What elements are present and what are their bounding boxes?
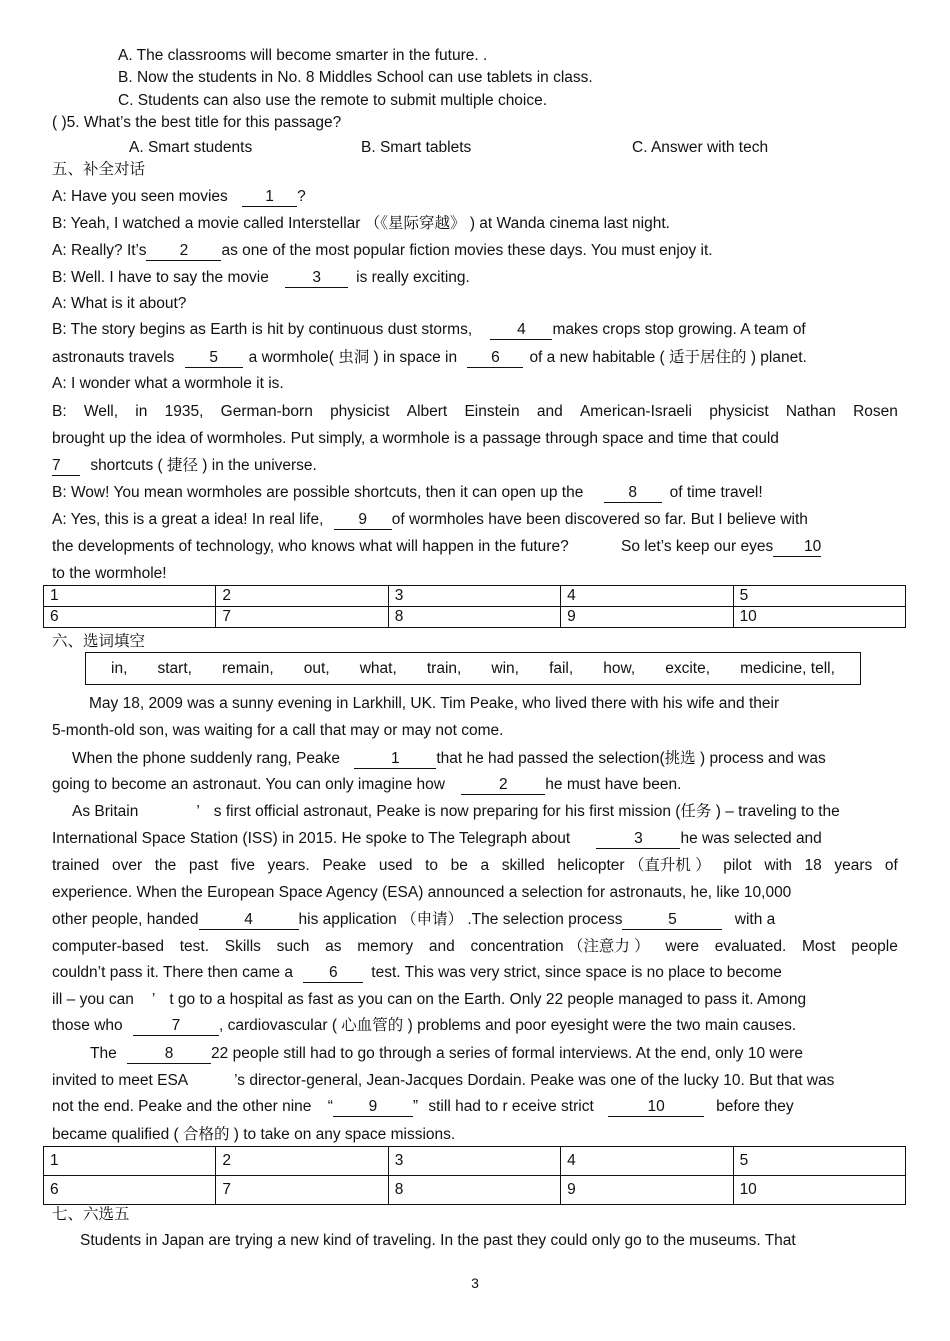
word: Well, [83,403,119,420]
passage-line: ill – you can ’ t go to a hospital as fast as you can on the Earth. Only 22 people managed to pass it. Among [52,991,807,1008]
dialogue-line: the developments of technology, who knows what will happen in the future? So let’s keep our eyes 10 [52,538,822,555]
passage-line: When the phone suddenly rang, Peake 1 that he had passed the selection(挑选 ) process and was [72,750,826,767]
option-b: B. Now the students in No. 8 Middles School can use tablets in class. [118,69,593,86]
blank-7: 7 [52,457,80,476]
word-bank-item: medicine, tell, [740,659,835,677]
section-heading-word-fill: 六、选词填空 [52,632,146,650]
word: the [154,857,177,874]
word: 18 [804,857,822,874]
dialogue-line: 7 shortcuts ( 捷径 ) in the universe. [52,457,317,474]
word: were [665,938,700,955]
passage-line: May 18, 2009 was a sunny evening in Larkhill, UK. Tim Peake, who lived there with his wife and their [89,695,780,712]
answer-cell[interactable]: 1 [44,586,216,607]
passage-line-justified [52,937,898,957]
word: over [112,857,143,874]
word: Peake [322,857,367,874]
word: and [536,403,563,420]
word: people [851,938,898,955]
blank-1: 1 [354,750,436,769]
blank-10: 10 [608,1098,704,1117]
passage-line: The 8 22 people still had to go through a series of formal interviews. At the end, only 10 were [90,1045,803,1062]
word-bank-item: start, [157,659,192,677]
answer-cell[interactable]: 2 [216,1147,388,1176]
word: skilled [501,857,545,874]
word: years [834,857,873,874]
word: concentration （注意力 ） [470,938,650,955]
word-bank-item: in, [111,659,128,677]
word: evaluated. [714,938,787,955]
blank-2: 2 [461,776,545,795]
dialogue-line-justified [52,402,898,422]
word: with [764,857,792,874]
word-bank-item: win, [491,659,519,677]
answer-cell[interactable]: 4 [561,1147,733,1176]
word: Skills [224,938,261,955]
word: past [188,857,219,874]
answer-cell[interactable]: 6 [44,1176,216,1205]
section-heading-dialogue: 五、补全对话 [52,160,146,178]
table-row [44,586,906,607]
answer-cell[interactable]: 6 [44,607,216,628]
blank-7: 7 [133,1017,219,1036]
answer-cell[interactable]: 10 [733,607,905,628]
word: B: [52,403,67,420]
table-row [44,607,906,628]
word-bank-item: excite, [665,659,711,677]
passage-line: couldn’t pass it. There then came a 6 test. This was very strict, since space is no place to become [52,964,782,981]
blank-8: 8 [604,484,662,503]
word-bank-item: remain, [222,659,274,677]
word: in [135,403,148,420]
word: as [325,938,342,955]
word-bank-item: fail, [549,659,574,677]
word-bank-item: what, [359,659,397,677]
dialogue-line: A: What is it about? [52,295,187,312]
blank-2: 2 [146,242,221,261]
word: 1935, [164,403,204,420]
word: five [230,857,255,874]
dialogue-line: astronauts travels 5 a wormhole( 虫洞 ) in space in 6 of a new habitable ( 适于居住的 ) planet. [52,349,807,366]
dialogue-line: to the wormhole! [52,565,167,582]
dialogue-line: B: Well. I have to say the movie 3 is really exciting. [52,269,470,286]
blank-6: 6 [303,964,363,983]
word: years. [267,857,310,874]
passage-line: experience. When the European Space Agency (ESA) announced a selection for astronauts, he, like 10,000 [52,884,792,901]
dialogue-line: A: Yes, this is a great a idea! In real life, 9 of wormholes have been discovered so far. But I believe with [52,511,808,528]
passage-line-justified [52,856,898,876]
answer-cell[interactable]: 7 [216,1176,388,1205]
passage-line: As Britain ’ s first official astronaut, Peake is now preparing for his first mission (任务 ) – traveling to the [72,803,840,820]
dialogue-line: B: The story begins as Earth is hit by continuous dust storms, 4 makes crops stop growing. A team of [52,321,806,338]
word: to [425,857,439,874]
answer-table-dialogue [43,585,906,628]
word-bank-item: out, [303,659,330,677]
dialogue-line: B: Wow! You mean wormholes are possible shortcuts, then it can open up the 8 of time travel! [52,484,763,501]
blank-5: 5 [185,349,243,368]
answer-cell[interactable]: 3 [388,1147,560,1176]
blank-4: 4 [199,911,299,930]
blank-4: 4 [490,321,552,340]
blank-3: 3 [596,830,680,849]
passage-line: International Space Station (ISS) in 2015. He spoke to The Telegraph about 3 he was selected and [52,830,822,847]
word: such [276,938,310,955]
section-heading-six-choose-five: 七、六选五 [52,1205,130,1223]
passage-line: those who 7 , cardiovascular ( 心血管的 ) problems and poor eyesight were the two main causes. [52,1017,797,1034]
dialogue-line: A: I wonder what a wormhole it is. [52,375,284,392]
word: memory [357,938,414,955]
passage-line: not the end. Peake and the other nine “ 9 ” still had to r eceive strict 10 before they [52,1098,794,1115]
word: German-born [220,403,313,420]
answer-cell[interactable]: 2 [216,586,388,607]
word: a [480,857,490,874]
word: pilot [723,857,752,874]
blank-1: 1 [242,188,297,207]
q5-option-c: C. Answer with tech [632,139,769,156]
answer-cell[interactable]: 4 [561,586,733,607]
word: be [450,857,468,874]
option-c: C. Students can also use the remote to submit multiple choice. [118,92,548,109]
answer-cell[interactable]: 3 [388,586,560,607]
word-bank-box [85,652,861,685]
word: and [428,938,455,955]
answer-cell[interactable]: 1 [44,1147,216,1176]
word: Albert [406,403,448,420]
answer-cell[interactable]: 8 [388,1176,560,1205]
word: American-Israeli [579,403,692,420]
word: physicist [330,403,390,420]
blank-3: 3 [285,269,348,288]
dialogue-line: A: Really? It’s 2 as one of the most popular fiction movies these days. You must enjoy it. [52,242,713,259]
word: Most [801,938,836,955]
word: physicist [709,403,769,420]
dialogue-line: B: Yeah, I watched a movie called Interstellar （《星际穿越》 ) at Wanda cinema last night. [52,215,670,232]
word: trained [52,857,100,874]
page-number: 3 [471,1275,479,1291]
word: used [378,857,413,874]
passage-line: 5-month-old son, was waiting for a call that may or may not come. [52,722,504,739]
answer-cell[interactable]: 10 [733,1176,905,1205]
blank-9: 9 [333,1098,413,1117]
answer-cell[interactable]: 5 [733,1147,905,1176]
blank-6: 6 [467,349,523,368]
passage-line: Students in Japan are trying a new kind of traveling. In the past they could only go to the museums. That [80,1232,796,1249]
answer-cell[interactable]: 9 [561,607,733,628]
word: computer-based [52,938,165,955]
word: Nathan [785,403,836,420]
q5-option-b: B. Smart tablets [361,139,472,156]
answer-cell[interactable]: 5 [733,586,905,607]
q5-option-a: A. Smart students [129,139,253,156]
table-row [44,1176,906,1205]
answer-table-word-fill [43,1146,906,1205]
word-bank-item: train, [426,659,462,677]
word: Einstein [464,403,520,420]
dialogue-line: A: Have you seen movies 1 ? [52,188,306,205]
blank-8: 8 [127,1045,211,1064]
word: Rosen [853,403,898,420]
word: of [884,857,898,874]
answer-cell[interactable]: 8 [388,607,560,628]
word: test. [179,938,210,955]
passage-line: invited to meet ESA ’s director-general, Jean-Jacques Dordain. Peake was one of the lucky 10. But that was [52,1072,835,1089]
table-row [44,1147,906,1176]
passage-line: became qualified ( 合格的 ) to take on any space missions. [52,1126,456,1143]
blank-5: 5 [622,911,722,930]
blank-9: 9 [334,511,392,530]
word: helicopter （直升机 ） [557,857,711,874]
blank-10: 10 [773,538,821,557]
answer-cell[interactable]: 7 [216,607,388,628]
word-bank-item: how, [603,659,636,677]
answer-cell[interactable]: 9 [561,1176,733,1205]
passage-line: other people, handed 4 his application （申请） .The selection process 5 with a [52,911,776,928]
passage-line: going to become an astronaut. You can only imagine how 2 he must have been. [52,776,682,793]
dialogue-line: brought up the idea of wormholes. Put simply, a wormhole is a passage through space and time that could [52,430,779,447]
question-5: ( )5. What’s the best title for this passage? [52,114,342,131]
option-a: A. The classrooms will become smarter in the future. . [118,47,488,64]
